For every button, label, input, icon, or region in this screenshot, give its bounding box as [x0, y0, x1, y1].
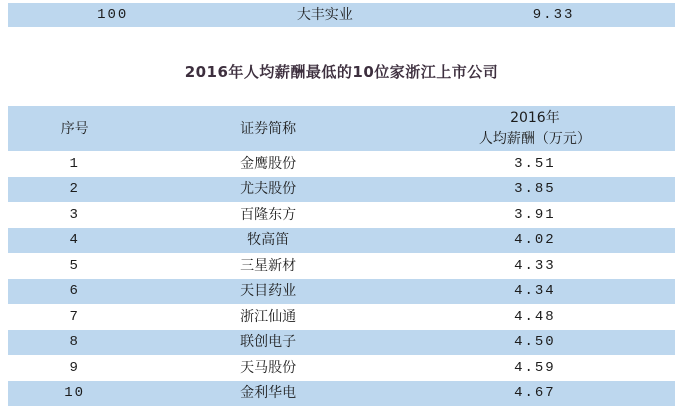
- name-cell: 联创电子: [240, 334, 297, 351]
- value-cell: 4.02: [514, 232, 556, 249]
- table-row: [8, 279, 675, 305]
- name-cell: 尤夫股份: [240, 181, 297, 198]
- table-row: [8, 253, 675, 279]
- value-cell: 4.67: [514, 385, 556, 402]
- table-row: [8, 177, 675, 203]
- rank-cell: 7: [69, 308, 80, 325]
- rank-cell: 4: [69, 232, 80, 249]
- name-cell: 大丰实业: [296, 7, 353, 23]
- value-cell: 4.59: [514, 359, 556, 376]
- previous-table-partial: [8, 3, 675, 27]
- rank-cell: 9: [69, 359, 80, 376]
- table-row: [8, 381, 675, 407]
- rank-cell: 6: [69, 283, 80, 300]
- name-cell: 金鹰股份: [240, 155, 297, 172]
- rank-cell: 10: [64, 385, 86, 402]
- name-cell: 浙江仙通: [240, 308, 297, 325]
- name-cell: 百隆东方: [240, 206, 297, 223]
- header-value-line2: 人均薪酬（万元）: [478, 130, 591, 147]
- header-value-line1: 2016年: [510, 109, 560, 126]
- page-title: 2016年人均薪酬最低的10位家浙江上市公司: [184, 62, 499, 81]
- table-header-row: [8, 106, 675, 151]
- rank-cell: 1: [69, 155, 80, 172]
- rank-cell: 8: [69, 334, 80, 351]
- value-cell: 4.34: [514, 283, 556, 300]
- rank-cell: 2: [69, 181, 80, 198]
- salary-table: [8, 106, 675, 406]
- value-cell: 3.91: [514, 206, 556, 223]
- value-cell: 4.50: [514, 334, 556, 351]
- header-name: 证券简称: [240, 120, 297, 137]
- table-row: [8, 330, 675, 356]
- value-cell: 9.33: [532, 7, 575, 23]
- table-row: [8, 304, 675, 330]
- table-row: [8, 355, 675, 381]
- header-value: [395, 106, 675, 151]
- value-cell: 4.33: [514, 257, 556, 274]
- rank-cell: 100: [97, 7, 129, 23]
- name-cell: 牧高笛: [247, 232, 290, 249]
- value-cell: 3.85: [514, 181, 556, 198]
- name-cell: 天目药业: [240, 283, 297, 300]
- name-cell: 天马股份: [240, 359, 297, 376]
- table-row: [8, 151, 675, 177]
- rank-cell: 3: [69, 206, 80, 223]
- value-cell: 3.51: [514, 155, 556, 172]
- name-cell: 三星新材: [240, 257, 297, 274]
- rank-cell: 5: [69, 257, 80, 274]
- table-row: [8, 228, 675, 254]
- header-rank: 序号: [60, 120, 89, 137]
- name-cell: 金利华电: [240, 385, 297, 402]
- table-row: [8, 3, 675, 27]
- table-row: [8, 202, 675, 228]
- table-body: [8, 151, 675, 406]
- value-cell: 4.48: [514, 308, 556, 325]
